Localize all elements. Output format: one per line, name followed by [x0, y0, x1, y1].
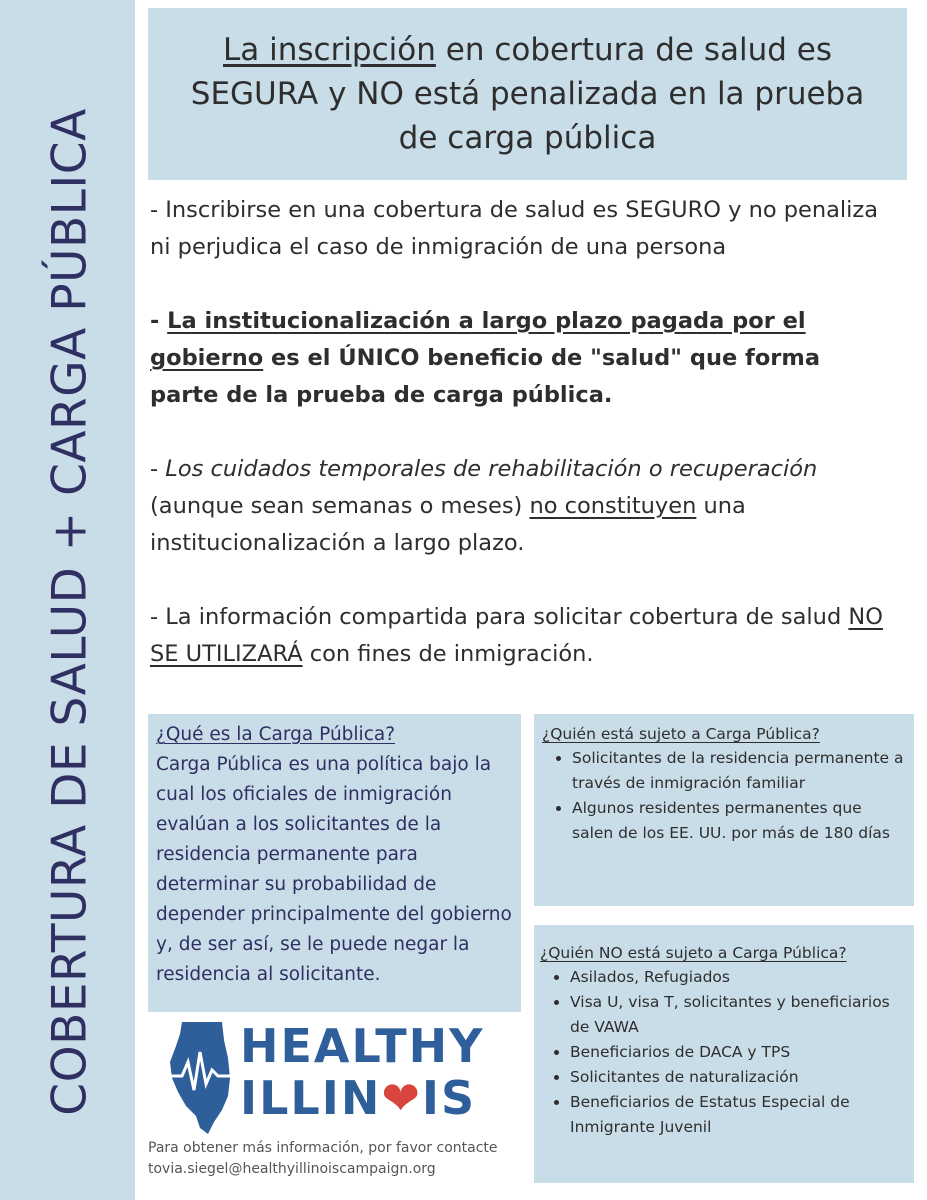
paragraph-2-rest: es el ÚNICO beneficio de "salud" que forma parte de la prueba de carga pública.: [150, 345, 821, 408]
logo-line-2-a: ILLIN: [240, 1071, 382, 1125]
paragraph-2-dash: -: [150, 308, 168, 334]
healthy-illinois-logo: [168, 1018, 498, 1138]
page-title: [148, 28, 907, 160]
sidebar-title: COBERTURA DE SALUD + CARGA PÚBLICA: [42, 108, 98, 1116]
subject-question: ¿Quién está sujeto a Carga Pública?: [542, 725, 820, 743]
contact-info: [148, 1138, 528, 1180]
list-item: • Visa U, visa T, solicitantes y beneficiarios de VAWA: [570, 990, 908, 1040]
who-is-subject-box: [534, 714, 914, 906]
illinois-map-icon: [168, 1018, 240, 1136]
paragraph-4-rest: con fines de inmigración.: [302, 641, 594, 667]
sidebar: [0, 0, 135, 1200]
title-rest: en cobertura de salud es SEGURA y NO está penalizada en la prueba de carga pública: [190, 32, 865, 156]
what-question: ¿Qué es la Carga Pública?: [156, 724, 396, 745]
paragraph-3-middle: (aunque sean semanas o meses): [150, 493, 530, 519]
paragraph-2-underlined: La institucionalización a largo plazo pagada por el gobierno: [150, 308, 806, 371]
paragraph-3-italic: Los cuidados temporales de rehabilitación o recuperación: [165, 456, 818, 482]
paragraph-3: [150, 451, 890, 562]
paragraph-1-text: - Inscribirse en una cobertura de salud es SEGURO y no penaliza ni perjudica el caso de inmigración de una persona: [150, 197, 879, 260]
list-item: • Algunos residentes permanentes que salen de los EE. UU. por más de 180 días: [572, 796, 906, 846]
logo-wordmark: [240, 1020, 484, 1124]
paragraph-3-rest: una institucionalización a largo plazo.: [150, 493, 746, 556]
list-item: • Solicitantes de naturalización: [570, 1065, 908, 1090]
logo-line-2-b: IS: [421, 1071, 477, 1125]
paragraph-3-dash: -: [150, 456, 166, 482]
paragraph-1: [150, 192, 890, 266]
paragraph-4-underlined: NO SE UTILIZARÁ: [150, 604, 883, 667]
list-item: • Beneficiarios de DACA y TPS: [570, 1040, 908, 1065]
not-subject-question: ¿Quién NO está sujeto a Carga Pública?: [540, 944, 847, 962]
paragraph-4-start: - La información compartida para solicitar cobertura de salud: [150, 604, 849, 630]
contact-line-1: Para obtener más información, por favor contacte: [148, 1140, 498, 1156]
logo-line-2: [240, 1072, 484, 1124]
list-item: • Solicitantes de la residencia permanente a través de inmigración familiar: [572, 746, 906, 796]
heart-icon: ❤: [381, 1071, 422, 1125]
logo-line-1: HEALTHY: [240, 1019, 485, 1073]
title-underlined: La inscripción: [223, 32, 436, 68]
not-subject-list: [540, 965, 908, 1140]
list-item: • Beneficiarios de Estatus Especial de Inmigrante Juvenil: [570, 1090, 908, 1140]
who-is-not-subject-box: [534, 925, 914, 1183]
paragraph-2: [150, 303, 890, 414]
what-is-public-charge-box: [148, 714, 521, 1012]
paragraph-4: [150, 599, 890, 673]
subject-list: [542, 746, 906, 846]
contact-email[interactable]: tovia.siegel@healthyillinoiscampaign.org: [148, 1161, 436, 1177]
header-banner: [148, 8, 907, 180]
what-answer: Carga Pública es una política bajo la cual los oficiales de inmigración evalúan a los solicitantes de la residencia permanente para determinar su probabilidad de depender principalmente del gobierno y, de ser así, se le puede negar la residencia al solicitante.: [156, 754, 512, 985]
main-body: [150, 192, 890, 710]
paragraph-3-underlined: no constituyen: [529, 493, 697, 519]
list-item: • Asilados, Refugiados: [570, 965, 908, 990]
